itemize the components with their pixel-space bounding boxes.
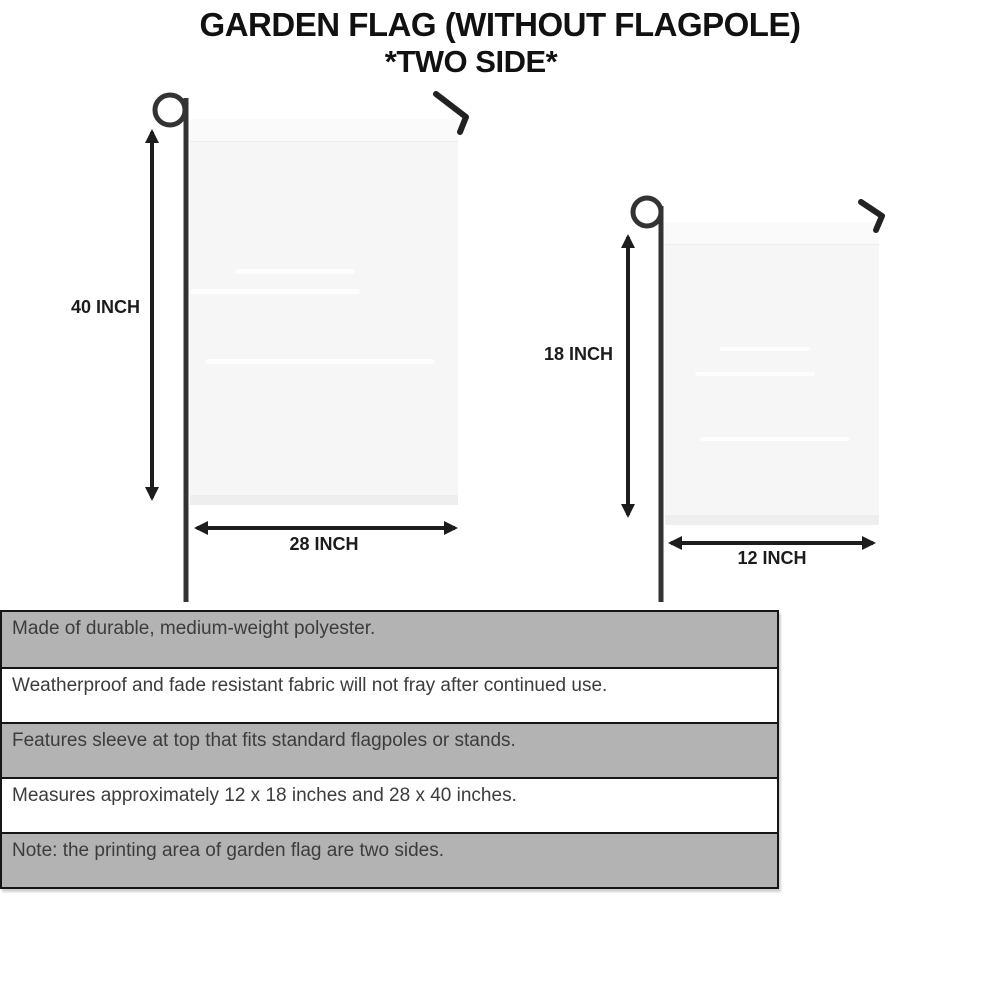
large-flag — [190, 119, 458, 505]
feature-row — [2, 777, 777, 832]
feature-text: Features sleeve at top that fits standard flagpoles or stands. — [12, 730, 516, 751]
feature-row — [2, 722, 777, 777]
feature-row — [2, 667, 777, 722]
large-flagpole-loop-icon — [155, 95, 185, 125]
small-flag-sleeve — [665, 222, 879, 245]
large-flag-height-label: 40 INCH — [70, 297, 140, 317]
feature-text: Weatherproof and fade resistant fabric will not fray after continued use. — [12, 675, 608, 696]
feature-row — [2, 832, 777, 887]
feature-text: Measures approximately 12 x 18 inches and 28 x 40 inches. — [12, 785, 517, 806]
fabric-fold-highlight — [235, 269, 355, 274]
fabric-fold-highlight — [205, 359, 435, 364]
feature-text: Made of durable, medium-weight polyester. — [12, 618, 376, 639]
small-flag-height-label: 18 INCH — [543, 344, 613, 364]
page-subtitle: *TWO SIDE* — [384, 44, 558, 79]
large-flag-width-label: 28 INCH — [289, 534, 359, 554]
fabric-fold-highlight — [700, 437, 850, 441]
feature-text: Note: the printing area of garden flag are two sides. — [12, 840, 444, 861]
large-flag-bottom-hem — [190, 495, 458, 505]
small-flag — [665, 222, 879, 525]
page-title: GARDEN FLAG (WITHOUT FLAGPOLE) — [199, 6, 801, 43]
large-flag-sleeve — [190, 119, 458, 142]
fabric-fold-highlight — [190, 289, 360, 294]
fabric-fold-highlight — [720, 347, 810, 351]
small-flagpole-loop-icon — [633, 198, 661, 226]
feature-row — [2, 612, 777, 667]
small-flag-width-label: 12 INCH — [737, 548, 807, 568]
small-flag-bottom-hem — [665, 515, 879, 525]
feature-panel — [0, 610, 779, 889]
fabric-fold-highlight — [695, 372, 815, 376]
